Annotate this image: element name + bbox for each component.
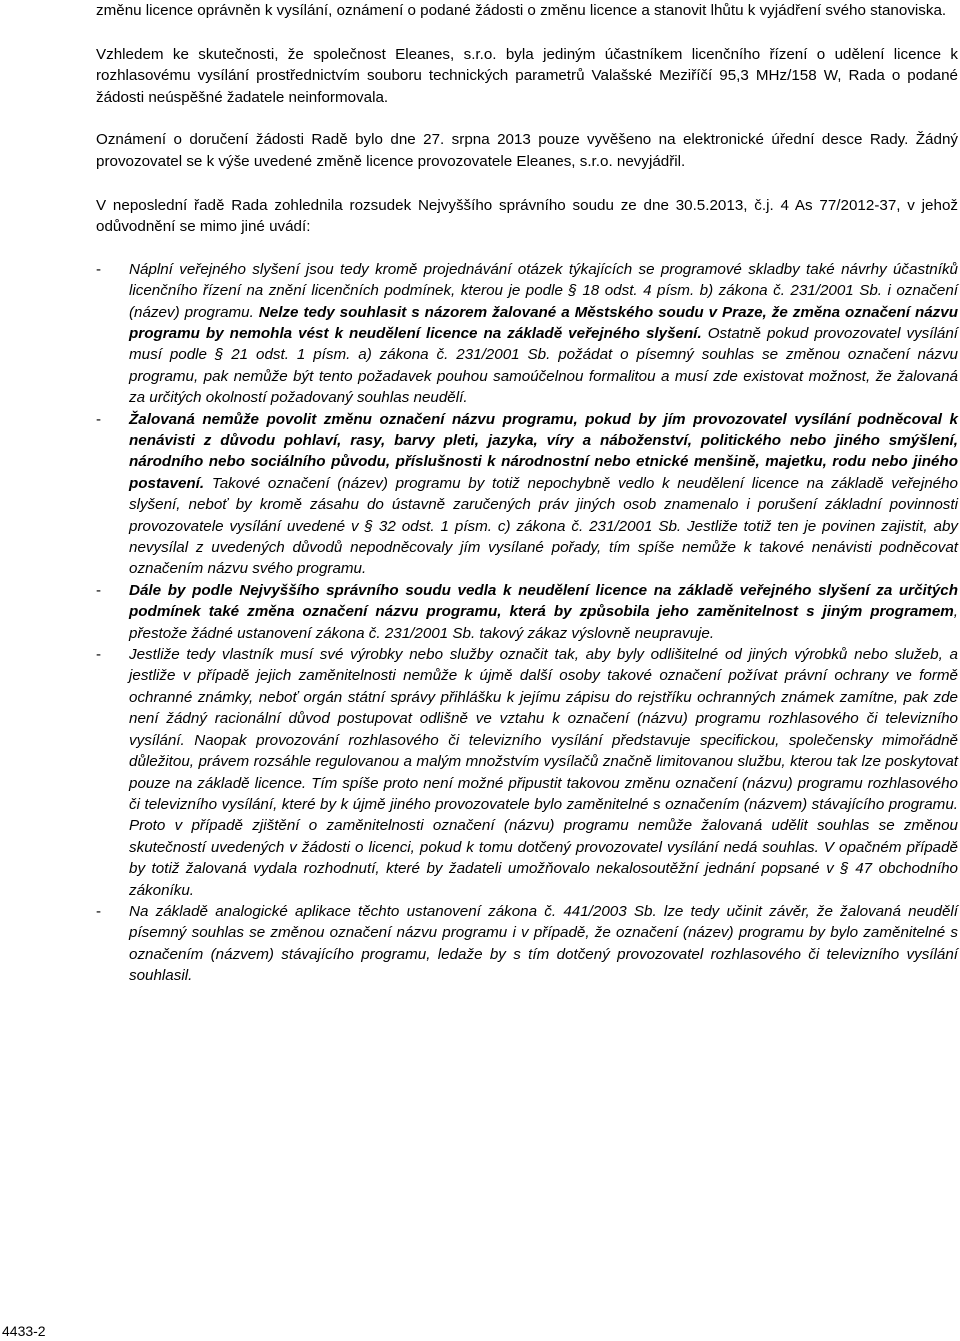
page-code: 4433-2 <box>2 1323 46 1339</box>
list-dash: - <box>96 646 102 664</box>
quote-text-segment: , přestože žádné ustanovení zákona č. 231/2001 Sb. takový zákaz výslovně neupravuje. <box>129 603 958 642</box>
quote-text-segment: Náplní veřejného slyšení jsou tedy kromě projednávání otázek týkajících se programové skladby také návrhy účastníků licenčního řízení na znění licenčních podmínek, kterou je podle § 18 odst. 4 písm. b) zákona č. 231/2001 Sb. i označení (název) programu. <box>129 260 958 321</box>
quote-text-segment-bold: Nelze tedy souhlasit s názorem žalované a Městského soudu v Praze, že změna označení názvu programu by nemohla vést k neudělení licence na základě veřejného slyšení. <box>129 303 958 342</box>
list-dash: - <box>96 410 102 428</box>
quote-item-4 <box>96 644 958 901</box>
quote-text-segment: Na základě analogické aplikace těchto ustanovení zákona č. 441/2003 Sb. lze tedy učinit závěr, že žalovaná neudělí písemný souhlas se změnou označení názvu programu i v případě, že označení (název) programu by bylo zaměnitelné s označením (názvem) stávajícího programu, ledaže by s tím dotčený provozovatel rozhlasového či televizního vysílání souhlasil. <box>129 902 958 985</box>
quote-item-3 <box>96 580 958 644</box>
document-page <box>96 0 958 987</box>
quote-text-segment: Ostatně pokud provozovatel vysílání musí podle § 21 odst. 1 písm. a) zákona č. 231/2001 Sb. požádat o písemný souhlas se změnou označení názvu programu, pak nemůže být tento požadavek pouhou samoúčelnou formalitou a musí zde existovat možnost, že žalovaná za určitých okolností požadovaný souhlas neudělí. <box>129 324 958 407</box>
paragraph-court-ruling: V neposlední řadě Rada zohlednila rozsudek Nejvyššího správního soudu ze dne 30.5.2013, č.j. 4 As 77/2012-37, v jehož odůvodnění se mimo jiné uvádí: <box>96 196 958 236</box>
quote-item-5 <box>96 901 958 987</box>
quote-text-segment: Takové označení (název) programu by totiž nepochybně vedlo k neudělení licence na základě veřejného slyšení, neboť by kromě zásahu do ústavně zaručených práv jiných osob znamenalo i porušení základní povinnosti provozovatele vysílání uvedené v § 32 odst. 1 písm. c) zákona č. 231/2001 Sb. Jestliže totiž ten je povinen zajistit, aby nevysílal z uvedených důvodů nepodněcovaly jím vysílané pořady, tím spíše nemůže k takové nenávisti podněcovat označením názvu svého programu. <box>129 474 958 578</box>
paragraph-eleanes-sole-participant: Vzhledem ke skutečnosti, že společnost Eleanes, s.r.o. byla jediným účastníkem licenčního řízení o udělení licence k rozhlasovému vysílání prostřednictvím souboru technických parametrů Valašské Meziříčí 95,3 MHz/158 W, Rada o podané žádosti neúspěšné žadatele neinformovala. <box>96 45 958 106</box>
quote-item-2 <box>96 409 958 580</box>
list-dash: - <box>96 260 102 278</box>
paragraph-notice-delivery: Oznámení o doručení žádosti Radě bylo dne 27. srpna 2013 pouze vyvěšeno na elektronické úřední desce Rady. Žádný provozovatel se k výše uvedené změně licence provozovatele Eleanes, s.r.o. nevyjádřil. <box>96 131 958 170</box>
quote-text-segment: Jestliže tedy vlastník musí své výrobky nebo služby označit tak, aby byly odlišitelné od jiných výrobků nebo služeb, a jestliže v případě jejich zaměnitelnosti nemůže k újmě další osoby takové označení požívat právní ochrany ve formě ochranné známky, neboť orgán státní správy přihlášku k jejímu zápisu do rejstříku ochranných známek zamítne, pak zde není žádný racionální důvod postupovat odlišně ve vztahu k označení (názvu) programu rozhlasového či televizního vysílání. Naopak provozování rozhlasového či televizního vysílání představuje specifickou, společensky mimořádně důležitou, právem rozsáhle regulovanou a malým množstvím vysílačů značně limitovanou službu, kterou tak lze poskytovat pouze na základě licence. Tím spíše proto není možné připustit takovou změnu označení (názvu) programu rozhlasového či televizního vysílání, které by k újmě jiného provozovatele bylo zaměnitelné s označením (názvem) stávajícího programu. Proto v případě zjištění o zaměnitelnosti označení (názvu) programu nemůže žalovaná udělit souhlas se změnou skutečností uvedených v žádosti o licenci, pokud k tomu dotčený provozovatel vysílání nedá souhlas. V opačném případě by totiž žalovaná vydala rozhodnutí, které by žadateli umožňovalo nekalosoutěžní jednání popsané v § 47 obchodního zákoníku. <box>129 646 958 899</box>
list-dash: - <box>96 902 102 920</box>
quote-text-segment-bold: Žalovaná nemůže povolit změnu označení názvu programu, pokud by jím provozovatel vysílání podněcoval k nenávisti z důvodu pohlaví, rasy, barvy pleti, jazyka, víry a náboženství, politického nebo jiného smýšlení, národního nebo sociálního původu, příslušnosti k národnostní nebo etnické menšině, majetku, rodu nebo jiného postavení. <box>129 410 958 492</box>
list-dash: - <box>96 581 102 599</box>
quote-text-segment-bold: Dále by podle Nejvyššího správního soudu vedla k neudělení licence na základě veřejného slyšení za určitých podmínek také změna označení názvu programu, která by způsobila jeho zaměnitelnost s jiným programem <box>129 581 958 621</box>
quote-item-1 <box>96 259 958 409</box>
paragraph-license-change: změnu licence oprávněn k vysílání, oznámení o podané žádosti o změnu licence a stanovit lhůtu k vyjádření svého stanoviska. <box>96 2 947 19</box>
quoted-reasoning-list <box>96 259 958 987</box>
